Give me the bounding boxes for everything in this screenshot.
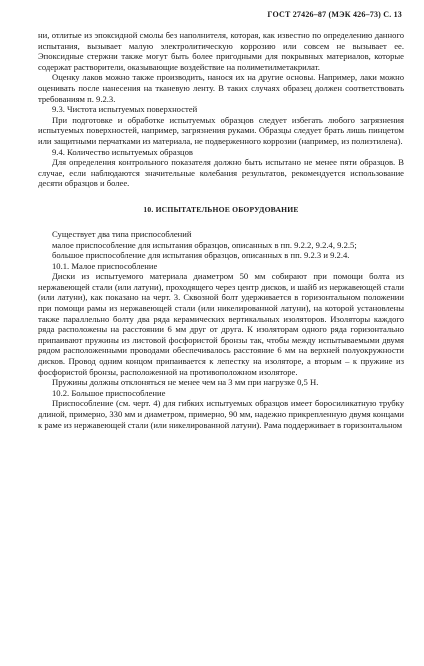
paragraph: ни, отлитые из эпоксидной смолы без наполнителя, которая, как известно по определению данного испытания, вызывает малую электролитическую коррозию или совсем не вызывает ее. Эпоксидные стержни также могут быть более пригодными для покрывных материалов, которые содержат растворители, оказывающие воздействие на полиметилметакрилат. (38, 30, 404, 72)
subsection-title: 10.1. Малое приспособление (52, 260, 158, 271)
subsection-title: 9.3. Чистота испытуемых поверхностей (52, 104, 198, 115)
list-item: большое приспособление для испытания образцов, описанных в пп. 9.2.3 и 9.2.4. (52, 250, 350, 261)
subsection-title: 9.4. Количество испытуемых образцов (52, 146, 193, 157)
list-item: малое приспособление для испытания образцов, описанных в пп. 9.2.2, 9.2.4, 9.2.5; (52, 239, 357, 250)
paragraph: Приспособление (см. черт. 4) для гибких испытуемых образцов имеет боросиликатную трубку длиной, примерно, 330 мм и диаметром, примерно, 90 мм, надежно прикрепленную двумя концами к раме из нержавеющей стали (или никелированной латуни). Рама поддерживает в горизонтальном (38, 398, 404, 430)
paragraph: Диски из испытуемого материала диаметром 50 мм собирают при помощи болта из нержавеющей стали (или латуни), проходящего через центр дисков, и шайб из нержавеющей стали (или латуни), как показано на черт. 3. Сквозной болт удерживается в горизонтальном положении при помощи рамы из нержавеющей стали (или никелированной латуни), на которой установлены также параллельно болту два ряда керамических вертикальных изоляторов. Изоляторы каждого ряда расположены на расстоянии 6 мм друг от друга. К изоляторам одного ряда горизонтально припаивают пружины из листовой фосфористой бронзы так, чтобы между испытываемыми двумя рядом расположенными проводами обеспечивалось расстояние 6 мм на верхней полуокружности дисков. Провод одним концом припаивается к лепестку на изоляторе, а вторым – к пружине из фосфористой бронзы, расположенной на противоположном изоляторе. (38, 271, 404, 377)
subsection-title: 10.2. Большое приспособление (52, 387, 166, 398)
page-header: ГОСТ 27426–87 (МЭК 426–73) С. 13 (267, 10, 402, 19)
paragraph: При подготовке и обработке испытуемых образцов следует избегать любого загрязнения испытуемых поверхностей, например, загрязнения руками. Образцы следует брать лишь пинцетом или защитными перчатками из материала, не подверженного коррозии (например, из полиэтилена). (38, 114, 404, 146)
paragraph: Для определения контрольного показателя должно быть испытано не менее пяти образцов. В случае, если наблюдаются значительные колебания результатов, рекомендуется использование десяти образцов и более. (38, 157, 404, 189)
paragraph: Существует два типа приспособлений (52, 228, 192, 239)
section-heading: 10. ИСПЫТАТЕЛЬНОЕ ОБОРУДОВАНИЕ (143, 204, 299, 214)
paragraph: Пружины должны отклоняться не менее чем на 3 мм при нагрузке 0,5 Н. (52, 377, 319, 388)
paragraph: Оценку лаков можно также производить, нанося их на другие основы. Например, лаки можно оценивать после нанесения на тканевую ленту. В таких случаях образец должен соответствовать требованиям п. 9.2.3. (38, 72, 404, 104)
